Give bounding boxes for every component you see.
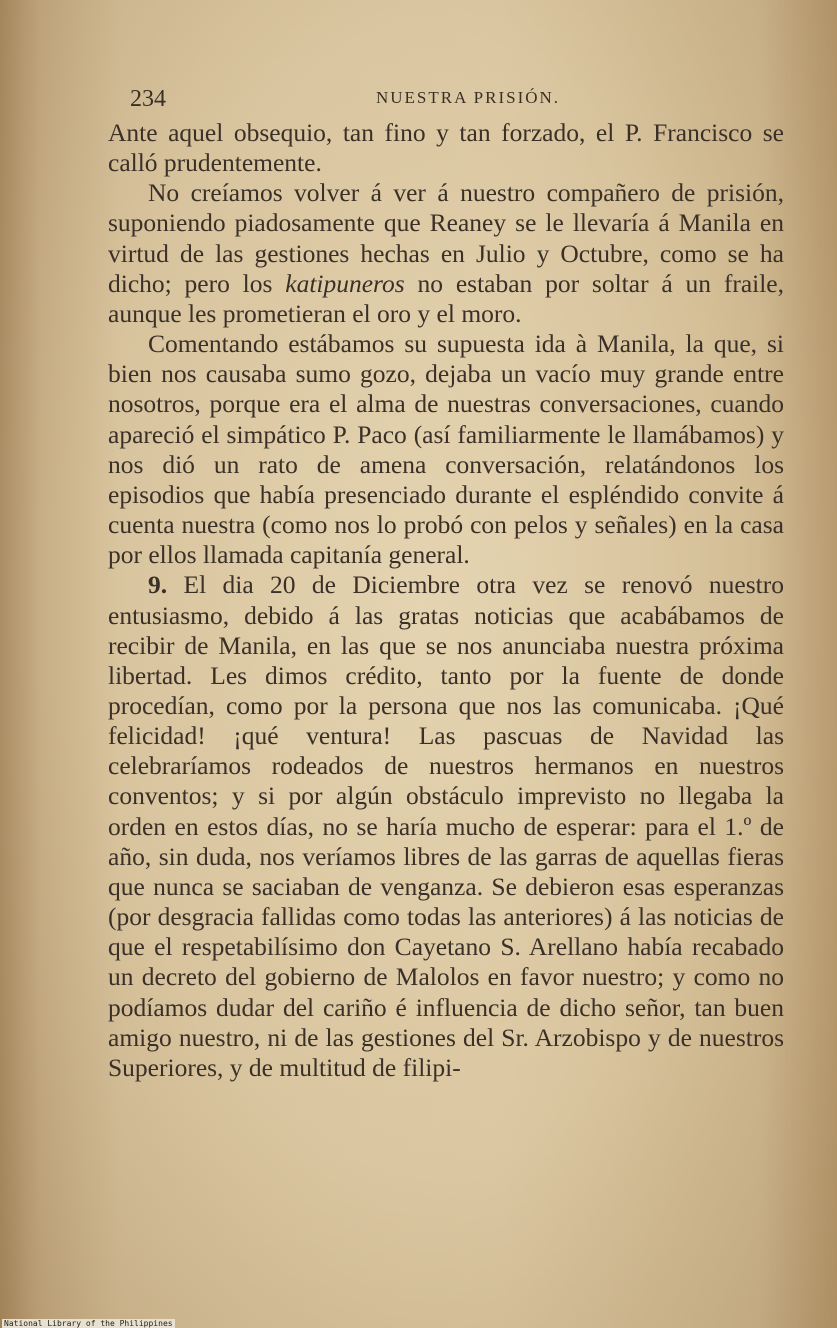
page-number: 234	[130, 86, 166, 112]
paragraph-3: Comentando estábamos su supuesta ida à Manila, la que, si bien nos causaba sumo gozo, dejaba un vacío muy grande entre nosotros, porque era el alma de nuestras conversaciones, cuando apareció el simpático P. Paco (así familiarmente le llamábamos) y nos dió un rato de amena conversación, relatándonos los episodios que había presenciado durante el espléndido convite á cuenta nuestra (como nos lo probó con pelos y señales) en la casa por ellos llamada capitanía general.	[108, 329, 784, 570]
running-title: NUESTRA PRISIÓN.	[375, 88, 561, 107]
paragraph-2-part-b: no estaban por soltar á un fraile, aunque les prometieran el oro y el moro.	[108, 268, 784, 328]
paragraph-4	[108, 570, 784, 1083]
section-number: 9.	[148, 570, 168, 600]
paragraph-2	[108, 178, 784, 329]
italic-term: katipuneros	[285, 268, 405, 298]
page-header	[108, 86, 788, 114]
paragraph-1: Ante aquel obsequio, tan fino y tan forzado, el P. Francisco se calló prudentemente.	[108, 118, 784, 178]
library-watermark: National Library of the Philippines	[4, 1319, 173, 1328]
body-text	[108, 118, 784, 1083]
paragraph-4-text: El dia 20 de Diciembre otra vez se renovó nuestro entusiasmo, debido á las gratas noticias que acabábamos de recibir de Manila, en las que se nos anunciaba nuestra próxima libertad. Les dimos crédito, tanto por la fuente de donde procedían, como por la persona que nos las comunicaba. ¡Qué felicidad! ¡qué ventura! Las pascuas de Navidad las celebraríamos rodeados de nuestros hermanos en nuestros conventos; y si por algún obstáculo imprevisto no llegaba la orden en estos días, no se haría mucho de esperar: para el 1.º de año, sin duda, nos veríamos libres de las garras de aquellas fieras que nunca se saciaban de venganza. Se debieron esas esperanzas (por desgracia fallidas como todas las anteriores) á las noticias de que el respetabilísimo don Cayetano S. Arellano había recabado un decreto del gobierno de Malolos en favor nuestro; y como no podíamos dudar del cariño é influencia de dicho señor, tan buen amigo nuestro, ni de las gestiones del Sr. Arzobispo y de nuestros Superiores, y de multitud de filipi-	[108, 570, 784, 1082]
paragraph-2-part-a: No creíamos volver á ver á nuestro compañero de prisión, suponiendo piadosamente que Reaney se le llevaría á Manila en virtud de las gestiones hechas en Julio y Octubre, como se ha dicho; pero los	[108, 178, 784, 298]
